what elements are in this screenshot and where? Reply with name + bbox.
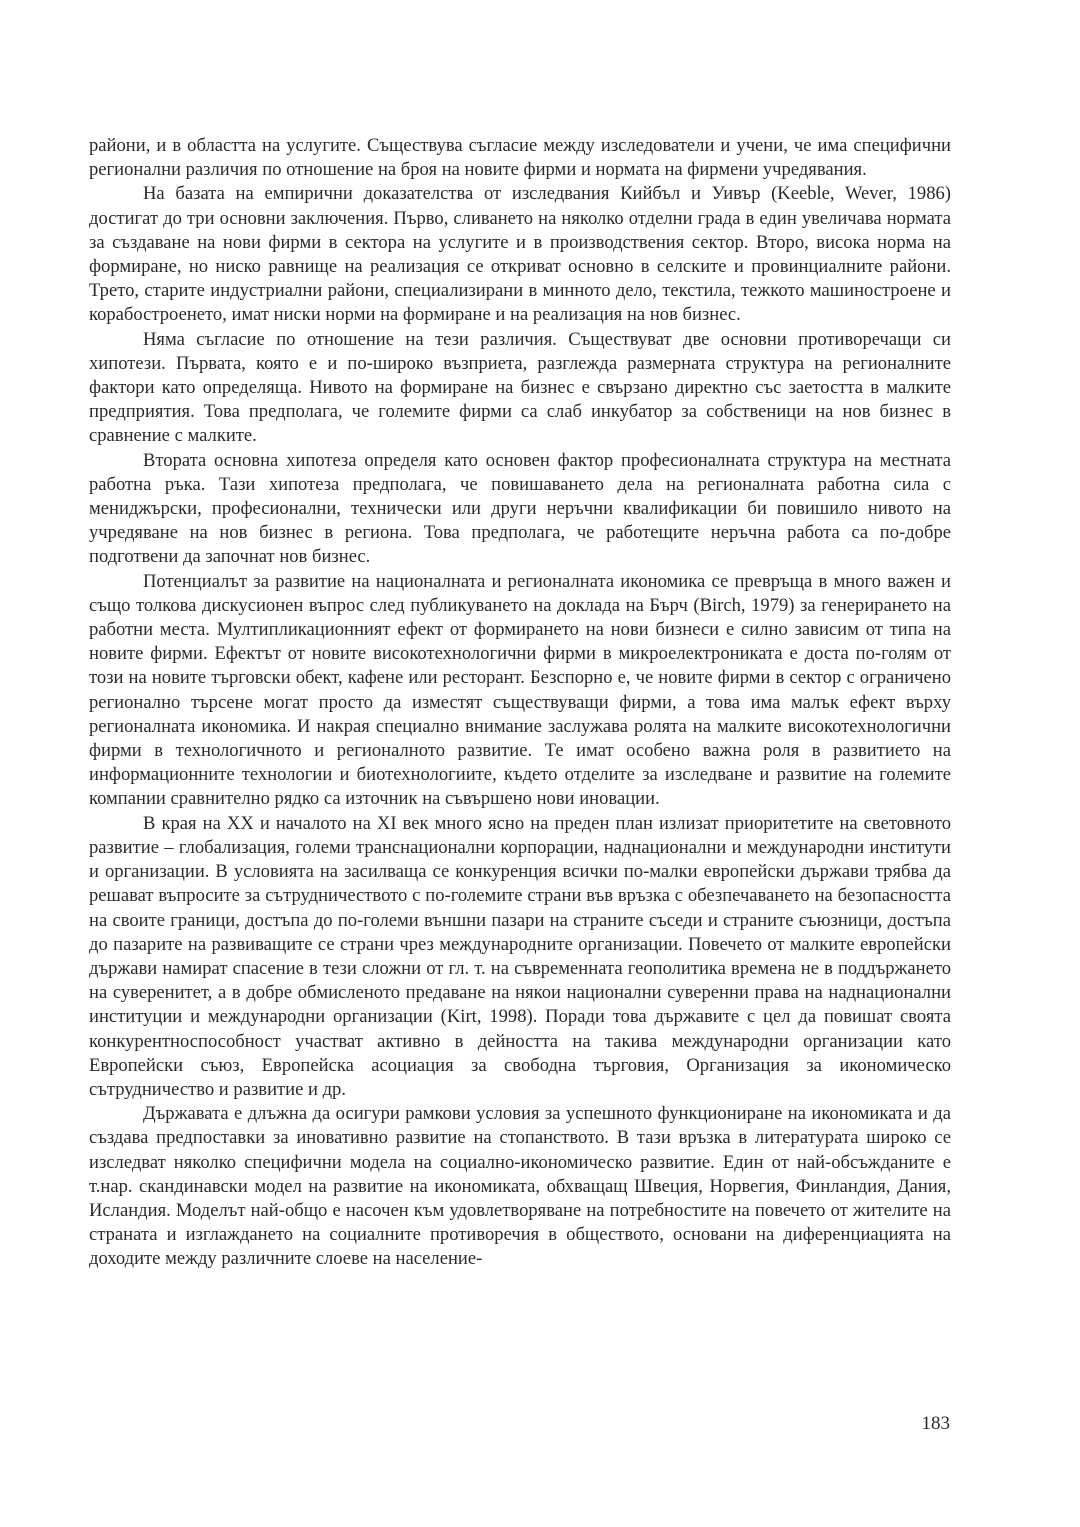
- page-number: 183: [921, 1413, 950, 1434]
- paragraph-5: Потенциалът за развитие на националната и регионалната икономика се превръща в много важен и също толкова дискусионен въпрос след публикуването на доклада на Бърч (Birch, 1979) за генерирането на работни места. Мултипликационният ефект от формирането на нови бизнеси е силно зависим от типа на новите фирми. Ефектът от новите високотехнологични фирми в микроелектрониката е доста по-голям от този на новите търговски обект, кафене или ресторант. Безспорно е, че новите фирми в сектор с ограничено регионално търсене могат просто да изместят съществуващи фирми, а това има малък ефект върху регионалната икономика. И накрая специално внимание заслужава ролята на малките високотехнологични фирми в технологичното и регионалното развитие. Те имат особено важна роля в развитието на информационните технологии и биотехнологиите, където отделите за изследване и развитие на големите компании сравнително рядко са източник на съвършено нови иновации.: [89, 570, 951, 810]
- paragraph-4: Втората основна хипотеза определя като основен фактор професионалната структура на местната работна ръка. Тази хипотеза предполага, че повишаването дела на регионалната работна сила с мениджърски, професионални, технически или други неръчни квалификации би повишило нивото на учредяване на нов бизнес в региона. Това предполага, че работещите неръчна работа са по-добре подготвени да започнат нов бизнес.: [89, 449, 951, 568]
- paragraph-1: райони, и в областта на услугите. Съществува съгласие между изследователи и учени, че има специфични регионални различия по отношение на броя на новите фирми и нормата на фирмени учредявания.: [89, 135, 951, 181]
- paragraph-2: На базата на емпирични доказателства от изследвания Кийбъл и Уивър (Keeble, Wever, 1986) достигат до три основни заключения. Първо, сливането на няколко отделни града в един увеличава нормата за създаване на нови фирми в сектора на услугите и в производствения сектор. Второ, висока норма на формиране, но ниско равнище на реализация се откриват основно в селските и провинциалните райони. Трето, старите индустриални райони, специализирани в минното дело, текстила, тежкото машиностроене и корабостроенето, имат ниски норми на формиране и на реализация на нов бизнес.: [89, 183, 951, 326]
- paragraph-3: Няма съгласие по отношение на тези различия. Съществуват две основни противоречащи си хипотези. Първата, която е и по-широко възприета, разглежда размерната структура на регионалните фактори като определяща. Нивото на формиране на бизнес е свързано директно със заетостта в малките предприятия. Това предполага, че големите фирми са слаб инкубатор за собственици на нов бизнес в сравнение с малките.: [89, 328, 951, 447]
- page-body: [89, 134, 951, 1272]
- paragraph-6: В края на XX и началото на XI век много ясно на преден план излизат приоритетите на световното развитие – глобализация, големи транснационални корпорации, наднационални и международни институти и организации. В условията на засилваща се конкуренция всички по-малки европейски държави трябва да решават въпросите за сътрудничеството с по-големите страни във връзка с обезпечаването на безопасността на своите граници, достъпа до по-големи външни пазари на страните съседи и страните съюзници, достъпа до пазарите на развиващите се страни чрез международните организации. Повечето от малките европейски държави намират спасение в тези сложни от гл. т. на съвременната геополитика времена не в поддържането на суверенитет, а в добре обмисленото предаване на някои национални суверенни права на наднационални институции и международни организации (Kirt, 1998). Поради това държавите с цел да повишат своята конкурентноспособност участват активно в дейността на такива международни организации като Европейски съюз, Европейска асоциация за свободна търговия, Организация за икономическо сътрудничество и развитие и др.: [89, 812, 951, 1100]
- paragraph-7: Държавата е длъжна да осигури рамкови условия за успешното функциониране на икономиката и да създава предпоставки за иновативно развитие на стопанството. В тази връзка в литературата широко се изследват няколко специфични модела на социално-икономическо развитие. Един от най-обсъжданите е т.нар. скандинавски модел на развитие на икономиката, обхващащ Швеция, Норвегия, Финландия, Дания, Исландия. Моделът най-общо е насочен към удовлетворяване на потребностите на повечето от жителите на страната и изглаждането на социалните противоречия в обществото, основани на диференциацията на доходите между различните слоеве на население-: [89, 1103, 951, 1270]
